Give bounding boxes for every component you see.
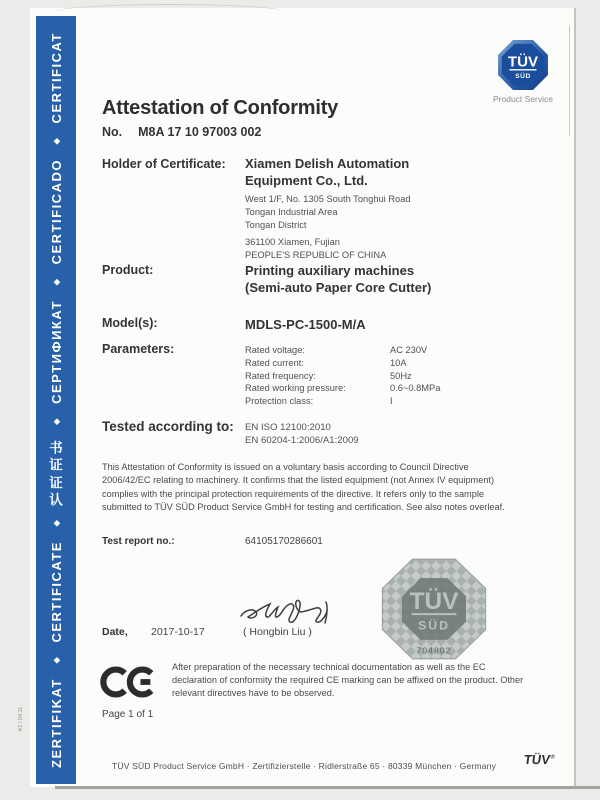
models-value: MDLS-PC-1500-M/A bbox=[245, 317, 366, 332]
scan-artifact-curve bbox=[55, 4, 285, 20]
parameter-row bbox=[245, 344, 440, 357]
signature-image bbox=[237, 592, 341, 626]
footer-company-line: TÜV SÜD Product Service GmbH · Zertifizierstelle · Ridlerstraße 65 · 80339 München · Germany bbox=[112, 761, 497, 771]
band-word-certificado: CERTIFICADO bbox=[48, 159, 64, 265]
address-line: PEOPLE'S REPUBLIC OF CHINA bbox=[245, 250, 387, 260]
standard-line: EN ISO 12100:2010 bbox=[245, 422, 331, 433]
holder-name-line1: Xiamen Delish Automation bbox=[245, 156, 410, 171]
band-word-sertifikat: СЕРТИФИКАТ bbox=[48, 299, 64, 404]
footer-logo-text: TÜV bbox=[522, 752, 552, 767]
form-edge-code: A1 / 04.11 bbox=[18, 706, 24, 732]
certificate-side-band bbox=[36, 16, 76, 784]
parameter-name: Rated frequency: bbox=[245, 370, 316, 381]
certificate-number-label: No. bbox=[102, 125, 123, 139]
stamp-number: 704802 bbox=[416, 645, 452, 656]
registered-mark: ® bbox=[549, 754, 556, 761]
logo-caption: Product Service bbox=[493, 94, 553, 104]
band-word-certificat: CERTIFICAT bbox=[48, 32, 64, 124]
holder-address-street bbox=[245, 193, 411, 232]
parameter-name: Rated current: bbox=[245, 357, 304, 368]
models-label: Model(s): bbox=[102, 316, 158, 330]
parameter-value: I bbox=[390, 396, 393, 407]
product-line1: Printing auxiliary machines bbox=[245, 263, 415, 278]
page-number: Page 1 of 1 bbox=[102, 709, 154, 720]
holder-name bbox=[245, 155, 409, 189]
holder-address-city bbox=[245, 236, 386, 262]
conformity-statement: This Attestation of Conformity is issued on a voluntary basis according to Council Directive 2006/42/EC relating to machinery. It confirms that the listed equipment (not Annex IV equipment) complies with the principal protection requirements of the directive. It refers only to the sample submitted to TÜV SÜD Product Service GmbH for testing and certification. See also notes overleaf. bbox=[102, 462, 505, 513]
diamond-separator-icon: ◆ bbox=[51, 520, 61, 527]
band-word-certificate: CERTIFICATE bbox=[48, 541, 64, 643]
parameter-value: 0.6~0.8MPa bbox=[390, 383, 441, 394]
test-report-value: 64105170286601 bbox=[245, 536, 323, 547]
address-line: 361100 Xiamen, Fujian bbox=[245, 237, 340, 247]
logo-tuv-text: TÜV bbox=[507, 53, 539, 71]
parameter-row bbox=[245, 395, 440, 408]
diamond-separator-icon: ◆ bbox=[51, 657, 61, 664]
stamp-tuv-text: TÜV bbox=[409, 588, 459, 615]
product-label: Product: bbox=[102, 263, 154, 277]
date-label: Date, bbox=[102, 626, 128, 638]
signatory-name: ( Hongbin Liu ) bbox=[243, 626, 312, 638]
product-value bbox=[245, 262, 431, 296]
parameter-row bbox=[245, 382, 440, 395]
parameter-value: AC 230V bbox=[390, 345, 428, 355]
tuv-sud-logo-icon bbox=[496, 38, 550, 92]
cjk-char: 证 bbox=[49, 475, 63, 491]
side-band-text bbox=[36, 16, 76, 784]
parameter-name: Rated working pressure: bbox=[245, 383, 346, 394]
page-title: Attestation of Conformity bbox=[102, 97, 339, 119]
band-word-chinese bbox=[46, 439, 66, 508]
logo-sud-text: SÜD bbox=[515, 72, 531, 80]
product-line2: (Semi-auto Paper Core Cutter) bbox=[245, 280, 432, 295]
ce-mark-icon bbox=[99, 663, 157, 701]
parameters-label: Parameters: bbox=[102, 342, 175, 356]
band-word-zertifikat: ZERTIFIKAT bbox=[48, 678, 64, 768]
cjk-char: 认 bbox=[49, 492, 63, 508]
stamp-sud-text: SÜD bbox=[418, 618, 450, 633]
parameters-table bbox=[245, 344, 440, 408]
parameter-row bbox=[245, 357, 440, 370]
cjk-char: 证 bbox=[49, 457, 63, 473]
parameter-row bbox=[245, 370, 440, 383]
footer-tuv-logo bbox=[523, 752, 556, 767]
tested-label: Tested according to: bbox=[102, 419, 234, 434]
address-line: West 1/F, No. 1305 South Tonghui Road bbox=[245, 194, 411, 204]
address-line: Tongan Industrial Area bbox=[245, 207, 338, 217]
address-line: Tongan District bbox=[245, 220, 307, 230]
date-value: 2017-10-17 bbox=[151, 626, 205, 638]
tuv-sud-stamp bbox=[373, 552, 495, 666]
test-report-label: Test report no.: bbox=[102, 536, 175, 547]
certificate-number bbox=[102, 125, 261, 139]
standard-line: EN 60204-1:2006/A1:2009 bbox=[245, 435, 359, 446]
parameter-value: 50Hz bbox=[390, 370, 412, 381]
diamond-separator-icon: ◆ bbox=[51, 418, 61, 425]
scan-artifact-line bbox=[569, 26, 570, 136]
diamond-separator-icon: ◆ bbox=[51, 138, 61, 145]
holder-label: Holder of Certificate: bbox=[102, 157, 226, 171]
parameter-value: 10A bbox=[390, 357, 407, 368]
parameter-name: Rated voltage: bbox=[245, 345, 305, 355]
tested-standards bbox=[245, 421, 359, 447]
diamond-separator-icon: ◆ bbox=[51, 279, 61, 286]
holder-name-line2: Equipment Co., Ltd. bbox=[245, 173, 368, 188]
certificate-number-value: M8A 17 10 97003 002 bbox=[138, 125, 262, 139]
page-bottom-edge bbox=[55, 786, 600, 789]
ce-note: After preparation of the necessary technical documentation as well as the EC declaration of conformity the required CE marking can be affixed on the product. Other relevant directives have to be observed. bbox=[172, 662, 524, 699]
cjk-char: 书 bbox=[49, 440, 63, 456]
parameter-name: Protection class: bbox=[245, 396, 314, 407]
